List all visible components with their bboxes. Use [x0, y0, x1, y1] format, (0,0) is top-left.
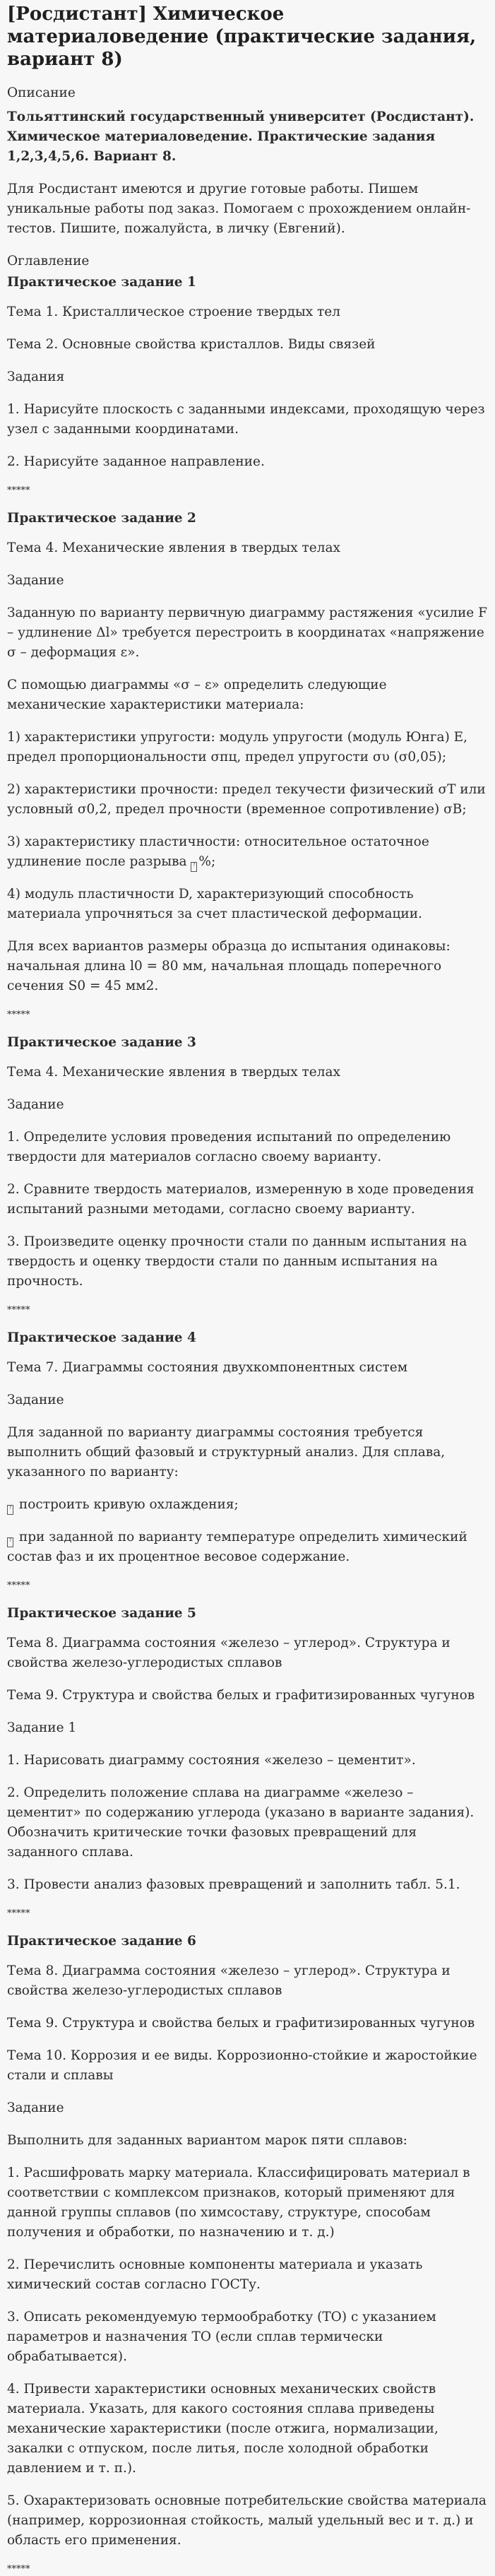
task-label: Задание	[7, 2101, 64, 2115]
list-item: 3. Описать рекомендуемую термообработку (ТО) с указанием параметров и назначения ТО (если сплав термически обрабатывается).	[7, 2310, 436, 2364]
list-item-suffix: %;	[198, 854, 216, 869]
list-item	[7, 1495, 488, 1515]
section-topic: Тема 9. Структура и свойства белых и графитизированных чугунов	[7, 2016, 475, 2031]
list-item: 4) модуль пластичности D, характеризующий способность материала упрочняться за счет пластической деформации.	[7, 887, 422, 921]
list-item: 5. Охарактеризовать основные потребительские свойства материала (например, коррозионная стойкость, малый удельный вес и т. д.) и область его применения.	[7, 2493, 487, 2548]
separator: *****	[7, 1305, 30, 1316]
list-item: Заданную по варианту первичную диаграмму растяжения «усилие F – удлинение Δl» требуется перестроить в координатах «напряжение σ – деформация ε».	[7, 605, 487, 660]
list-item: 1. Нарисуйте плоскость с заданными индексами, проходящую через узел с заданными координатами.	[7, 402, 485, 437]
list-item: 3. Провести анализ фазовых превращений и заполнить табл. 5.1.	[7, 1877, 460, 1892]
list-item: 2. Сравните твердость материалов, измеренную в ходе проведения испытаний разными методами, согласно своему варианту.	[7, 1182, 475, 1217]
list-item: 1. Определите условия проведения испытаний по определению твердости для материалов согласно своему варианту.	[7, 1130, 451, 1164]
section-heading: Практическое задание 6	[7, 1934, 196, 1949]
toc-label: Оглавление	[7, 254, 90, 268]
section-1	[7, 273, 488, 497]
section-heading: Практическое задание 1	[7, 275, 196, 290]
list-item: Для всех вариантов размеры образца до испытания одинаковы: начальная длина l0 = 80 мм, начальная площадь поперечного сечения S0 = 45 мм2.	[7, 939, 451, 993]
list-item: 4. Привести характеристики основных механических свойств материала. Указать, для какого состояния сплава приведены механические характеристики (после отжига, нормализации, закалки с отпуском, после литья, после холодной обработки давлением и т. п.).	[7, 2382, 439, 2476]
list-item: 1) характеристики упругости: модуль упругости (модуль Юнга) Е, предел пропорциональности σпц, предел упругости συ (σ0,05);	[7, 730, 468, 764]
section-heading: Практическое задание 5	[7, 1606, 196, 1621]
section-topic: Тема 1. Кристаллическое строение твердых тел	[7, 305, 340, 319]
section-topic: Тема 8. Диаграмма состояния «железо – углерод». Структура и свойства железо-углеродистых сплавов	[7, 1963, 451, 1998]
task-label: Задания	[7, 370, 65, 384]
section-topic: Тема 9. Структура и свойства белых и графитизированных чугунов	[7, 1688, 475, 1703]
section-topic: Тема 7. Диаграммы состояния двухкомпонентных систем	[7, 1360, 408, 1375]
list-item-text: построить кривую охлаждения;	[15, 1497, 239, 1512]
list-item-text: при заданной по варианту температуре определить химический состав фаз и их процентное весовое содержание.	[7, 1530, 467, 1564]
task-label: Задание 1	[7, 1720, 77, 1735]
section-heading: Практическое задание 4	[7, 1330, 196, 1345]
list-item: Выполнить для заданных вариантом марок пяти сплавов:	[7, 2133, 407, 2148]
list-item: 2) характеристики прочности: предел текучести физический σТ или условный σ0,2, предел прочности (временное сопротивление) σВ;	[7, 782, 486, 817]
list-item: 2. Перечислить основные компоненты материала и указать химический состав согласно ГОСТу.	[7, 2257, 423, 2292]
separator: *****	[7, 2564, 30, 2575]
separator: *****	[7, 485, 30, 496]
section-5	[7, 1604, 488, 1920]
section-heading: Практическое задание 3	[7, 1035, 196, 1050]
section-topic: Тема 4. Механические явления в твердых телах	[7, 1065, 340, 1080]
missing-glyph-icon: ?	[7, 1537, 13, 1547]
separator: *****	[7, 1581, 30, 1591]
separator: *****	[7, 1010, 30, 1020]
separator: *****	[7, 1908, 30, 1919]
section-3	[7, 1033, 488, 1317]
section-6	[7, 1932, 488, 2576]
section-topic: Тема 2. Основные свойства кристаллов. Виды связей	[7, 337, 376, 352]
list-item: Для заданной по варианту диаграммы состояния требуется выполнить общий фазовый и структурный анализ. Для сплава, указанного по варианту:	[7, 1425, 446, 1479]
section-topic: Тема 4. Механические явления в твердых телах	[7, 540, 340, 555]
section-2	[7, 509, 488, 1022]
task-label: Задание	[7, 1097, 64, 1112]
task-label: Задание	[7, 1393, 64, 1407]
list-item: 1. Нарисовать диаграмму состояния «железо – цементит».	[7, 1753, 416, 1768]
missing-glyph-icon: ?	[191, 862, 197, 872]
section-4	[7, 1328, 488, 1593]
list-item: 2. Определить положение сплава на диаграмме «железо – цементит» по содержанию углерода (указано в варианте задания). Обозначить критические точки фазовых превращений для заданного сплава.	[7, 1785, 475, 1860]
missing-glyph-icon: ?	[7, 1505, 13, 1515]
page-title: [Росдистант] Химическое материаловедение (практические задания, вариант 8)	[7, 4, 477, 70]
list-item	[7, 1528, 488, 1567]
description-bold: Тольяттинский государственный университет (Росдистант). Химическое материаловедение. Практические задания 1,2,3,4,5,6. Вариант 8.	[7, 110, 475, 164]
list-item: 2. Нарисуйте заданное направление.	[7, 454, 265, 469]
list-item: 1. Расшифровать марку материала. Классифицировать материал в соответствии с комплексом признаков, который применяют для данной группы сплавов (по химсоставу, структуре, способам получения и обработки, по назначению и т. д.)	[7, 2166, 470, 2240]
section-topic: Тема 8. Диаграмма состояния «железо – углерод». Структура и свойства железо-углеродистых сплавов	[7, 1636, 451, 1670]
description-label: Описание	[7, 85, 76, 100]
task-label: Задание	[7, 573, 64, 588]
list-item-text: 3) характеристику пластичности: относительное остаточное удлинение после разрыва	[7, 834, 429, 869]
list-item	[7, 832, 488, 872]
section-topic: Тема 10. Коррозия и ее виды. Коррозионно-стойкие и жаростойкие стали и сплавы	[7, 2048, 477, 2083]
list-item: С помощью диаграммы «σ – ε» определить следующие механические характеристики материала:	[7, 678, 387, 712]
description-text: Для Росдистант имеются и другие готовые работы. Пишем уникальные работы под заказ. Помогаем с прохождением онлайн-тестов. Пишите, пожалуйста, в личку (Евгений).	[7, 182, 471, 236]
list-item: 3. Произведите оценку прочности стали по данным испытания на твердость и оценку твердости стали по данным испытания на прочность.	[7, 1234, 467, 1289]
section-heading: Практическое задание 2	[7, 511, 196, 526]
